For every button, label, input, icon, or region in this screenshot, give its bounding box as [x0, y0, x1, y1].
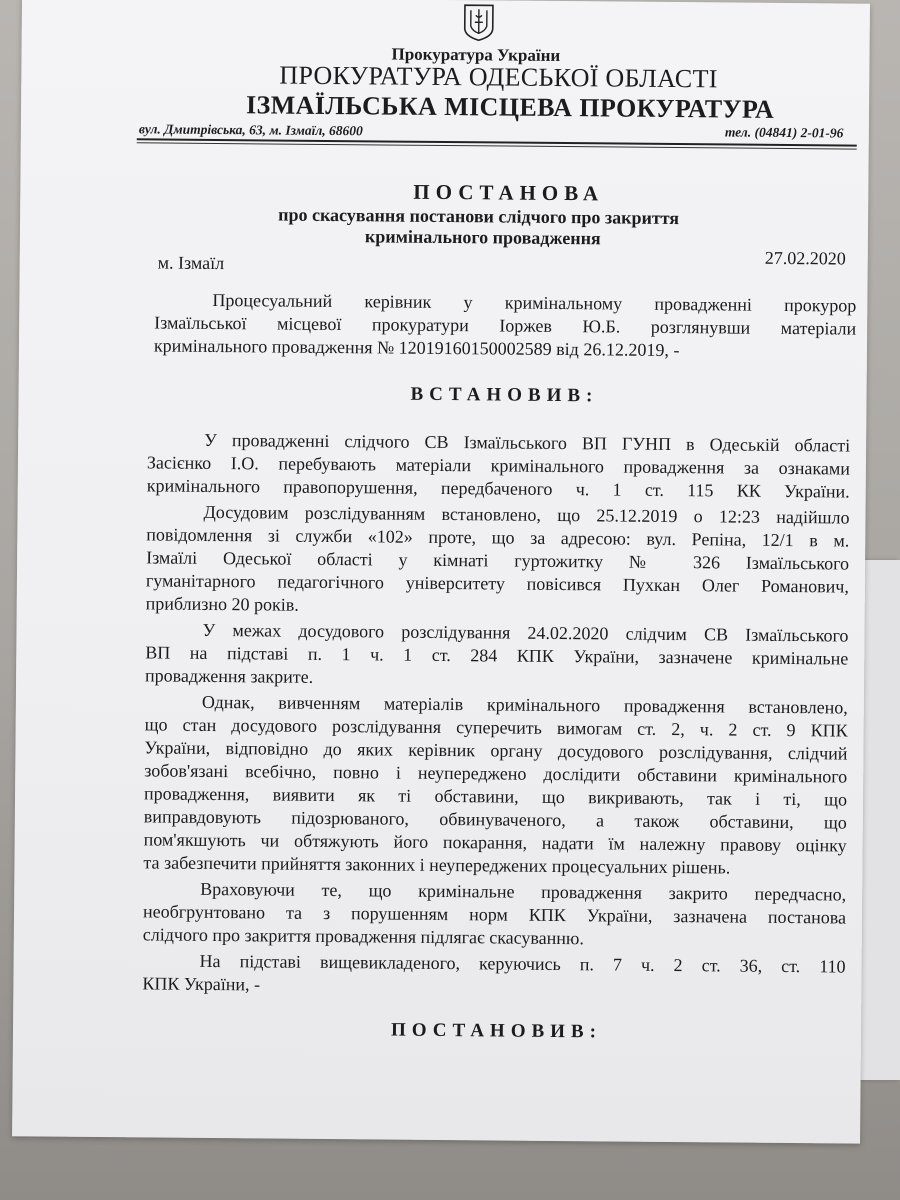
body-line: Засієнко І.О. перебувають матеріали кримінального провадження за ознаками — [146, 452, 851, 479]
body-line: ВП на підставі п. 1 ч. 1 ст. 284 КПК України, зазначене кримінальне — [145, 642, 849, 669]
document-city: м. Ізмаїл — [157, 252, 225, 274]
body-line: повідомлення зі служби «102» проте, що за адресою: вул. Репіна, 12/1 в м. — [146, 524, 850, 551]
body-line: На підставі вищевикладеного, керуючись п. 7 ч. 2 ст. 36, ст. 110 — [199, 950, 846, 977]
coat-of-arms-icon — [459, 2, 499, 42]
body-line: приблизно 20 років. — [145, 593, 299, 615]
body-line: У провадженні слідчого СВ Ізмаїльського ВП ГУНП в Одеській області — [204, 429, 851, 456]
regional-prosecutor-office: ПРОКУРАТУРА ОДЕСЬКОЇ ОБЛАСТІ — [279, 60, 718, 94]
body-line: України, відповідно до яких керівник органу досудового розслідування, слідчий — [144, 737, 848, 764]
body-line: гуманітарного педагогічного університету повісився Пухкан Олег Романович, — [145, 570, 849, 597]
document-subtitle-line-2: кримінального провадження — [364, 226, 601, 249]
body-line: виправдовують підозрюваного, обвинуваченого, а також обставини, що — [143, 806, 847, 833]
document-subtitle-line-1: про скасування постанови слідчого про закриття — [278, 204, 680, 229]
intro-line: кримінального провадження № 12019160150002589 від 26.12.2019, - — [153, 335, 680, 361]
body-line: Враховуючи те, що кримінальне провадження закрито передчасно, — [200, 878, 847, 905]
body-line: необгрунтовано та з порушенням норм КПК України, зазначена постанова — [142, 901, 847, 928]
office-address: вул. Дмитрівська, 63, м. Ізмаїл, 68600 — [138, 121, 363, 139]
intro-line: Ізмаїльської місцевої прокуратури Іоржев Ю.Б. розглянувши матеріали — [154, 312, 857, 339]
office-phone: тел. (04841) 2-01-96 — [724, 124, 844, 141]
body-line: кримінального правопорушення, передбаченого ч. 1 ст. 115 КК України. — [146, 475, 850, 502]
body-line: пом'якшують чи обтяжують його покарання, надати їм належну правову оцінку — [143, 829, 847, 856]
body-line: У межах досудового розслідування 24.02.2020 слідчим СВ Ізмаїльського — [202, 619, 849, 646]
section-heading-established: ВСТАНОВИВ: — [410, 383, 599, 407]
body-line: зобов'язані всебічно, повно і неупереджено дослідити обставини кримінального — [144, 760, 848, 787]
ministry-name: Прокуратура України — [391, 44, 561, 65]
body-line: Однак, вивченням матеріалів кримінального провадження встановлено, — [201, 691, 848, 718]
local-prosecutor-office: ІЗМАЇЛЬСЬКА МІСЦЕВА ПРОКУРАТУРА — [245, 90, 775, 124]
document-title: ПОСТАНОВА — [413, 179, 605, 206]
document-date: 27.02.2020 — [764, 247, 846, 269]
body-line: та забезпечити прийняття законних і неупереджених процесуальних рішень. — [143, 852, 731, 878]
body-line: провадження, виявити як ті обставини, що викривають, так і ті, що — [143, 783, 848, 810]
body-line: КПК України, - — [142, 973, 261, 995]
underlying-sheet — [860, 560, 900, 1080]
document-page — [12, 0, 870, 1144]
body-line: Ізмаїлі Одеської області у кімнаті гуртожитку № 326 Ізмаїльського — [146, 547, 850, 574]
section-heading-resolved: ПОСТАНОВИВ: — [390, 1019, 603, 1043]
intro-line: Процесуальний керівник у кримінальному провадженні прокурор — [212, 289, 857, 316]
body-line: що стан досудового розслідування суперечить вимогам ст. 2, ч. 2 ст. 9 КПК — [144, 714, 848, 741]
body-line: провадження закрите. — [145, 665, 314, 687]
body-line: слідчого про закриття провадження підлягає скасуванню. — [142, 924, 585, 949]
body-line: Досудовим розслідуванням встановлено, що 25.12.2019 о 12:23 надійшло — [203, 501, 850, 528]
